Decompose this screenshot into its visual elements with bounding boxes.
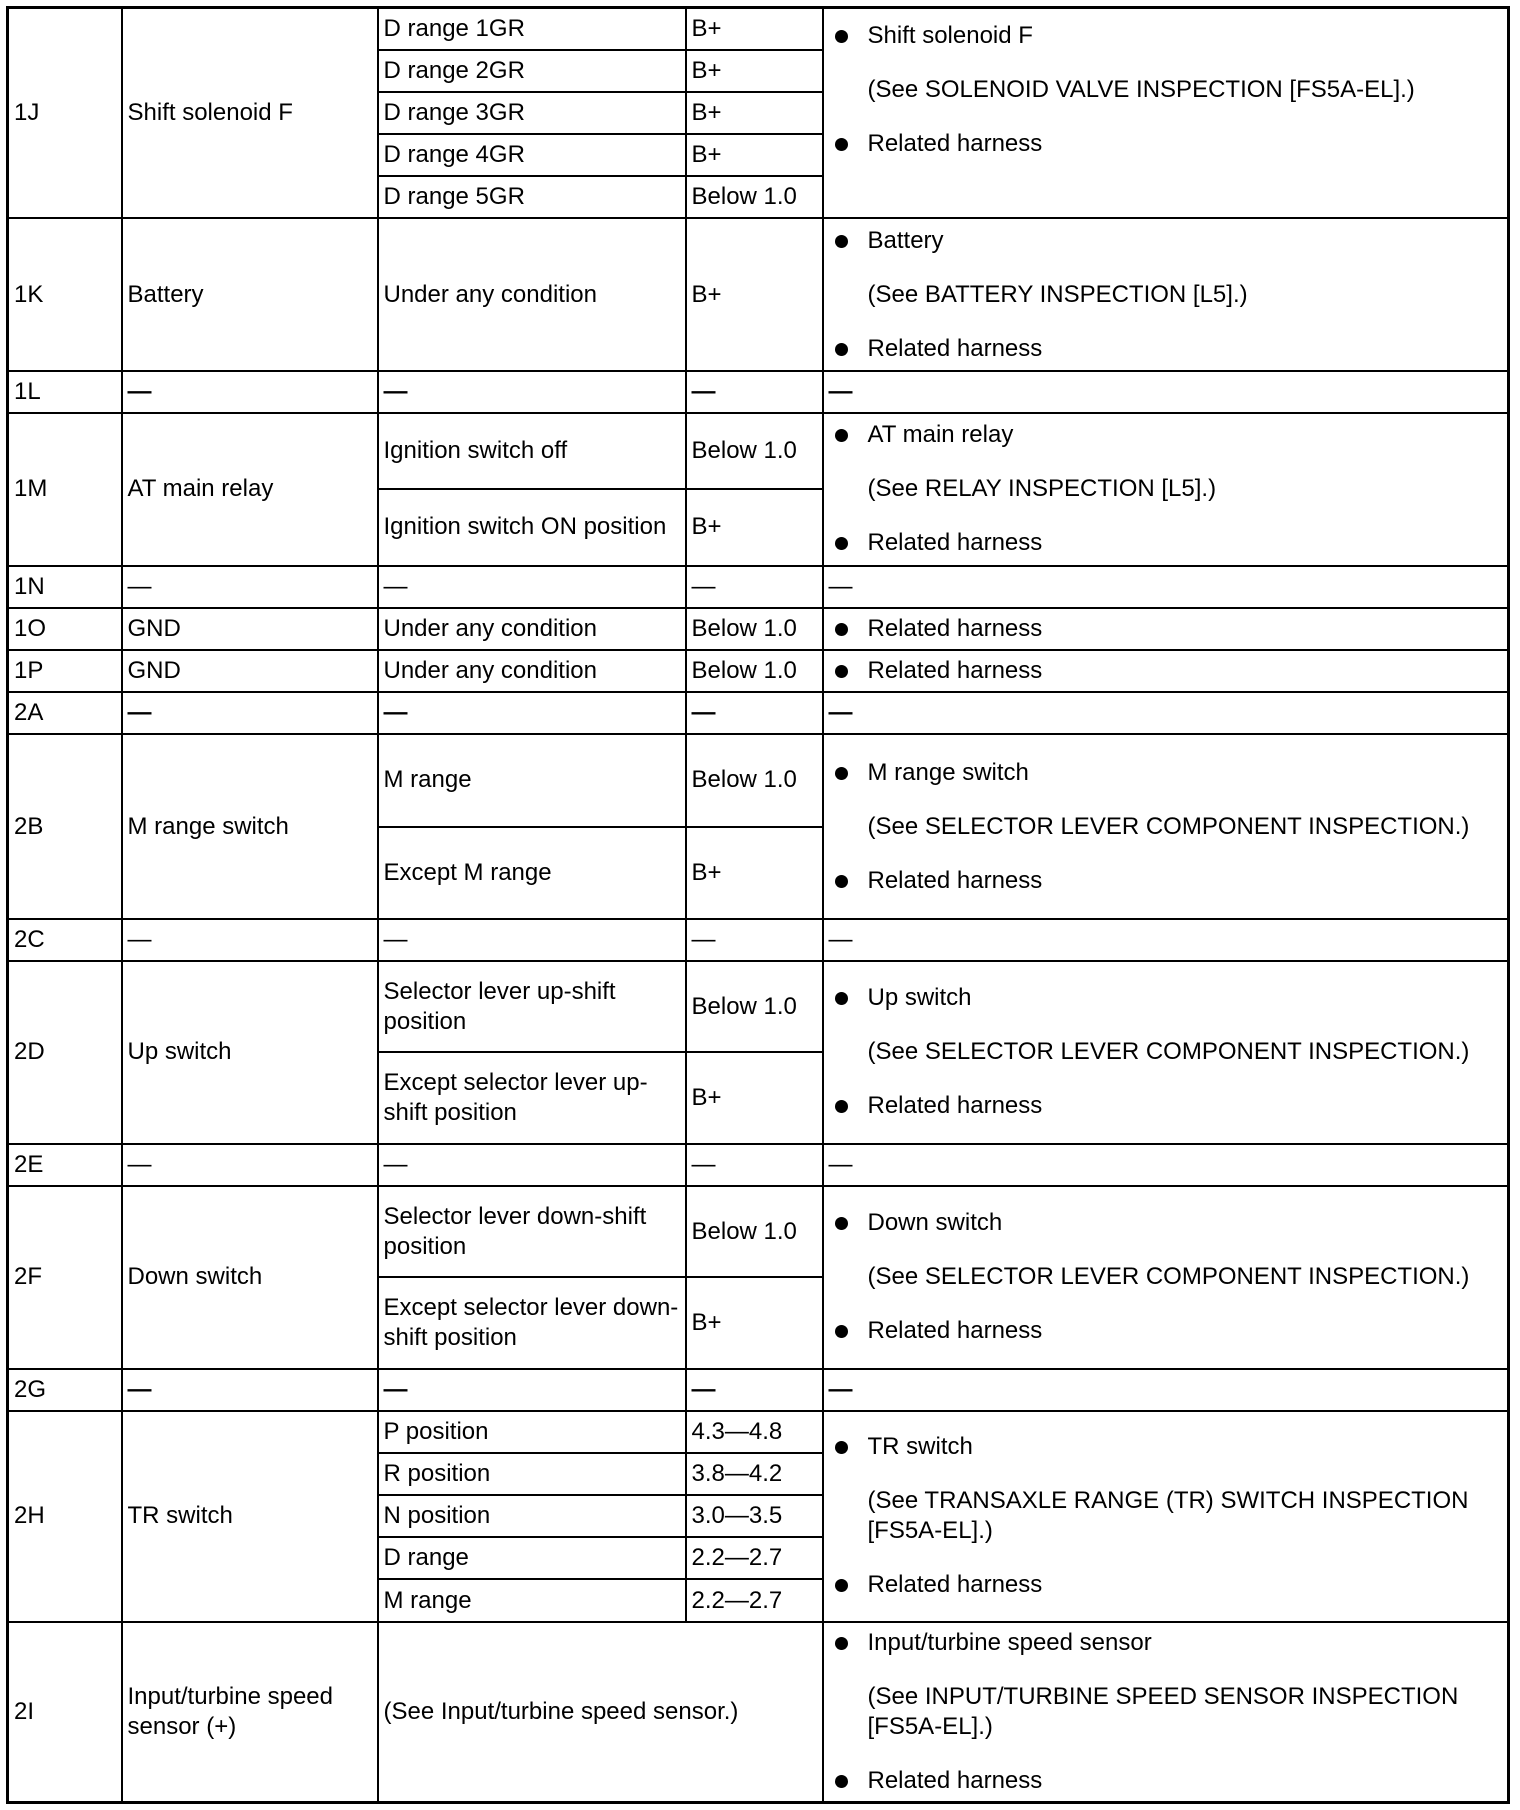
remarks-cell <box>823 608 1509 650</box>
terminal-cell: 1J <box>8 8 122 219</box>
empty-dash-cell: — <box>823 692 1509 734</box>
empty-dash-cell: — <box>122 1144 378 1186</box>
condition-cell: D range 1GR <box>378 8 686 50</box>
voltage-cell: Below 1.0 <box>686 734 823 826</box>
condition-cell: M range <box>378 734 686 826</box>
empty-dash-cell: — <box>823 1369 1509 1411</box>
table-row <box>8 608 1509 650</box>
table-row <box>8 1186 1509 1277</box>
remark-bullet-item: Related harness <box>868 334 1500 364</box>
voltage-cell: Below 1.0 <box>686 608 823 650</box>
table-row <box>8 1411 1509 1453</box>
table-row <box>8 1144 1509 1186</box>
terminal-cell: 1P <box>8 650 122 692</box>
voltage-cell: Below 1.0 <box>686 176 823 218</box>
remarks-cell <box>823 8 1509 219</box>
empty-dash-cell: — <box>686 1144 823 1186</box>
remarks-cell <box>823 961 1509 1144</box>
remark-reference: (See SOLENOID VALVE INSPECTION [FS5A-EL].) <box>867 76 1415 103</box>
remark-reference: (See BATTERY INSPECTION [L5].) <box>867 280 1248 308</box>
voltage-cell: B+ <box>686 50 823 92</box>
empty-dash-cell: — <box>823 919 1509 961</box>
condition-cell: Ignition switch off <box>378 413 686 489</box>
remark-bullet-item: Related harness <box>868 614 1500 644</box>
table-row <box>8 566 1509 608</box>
remark-reference: (See INPUT/TURBINE SPEED SENSOR INSPECTION [FS5A-EL].) <box>867 1682 1459 1740</box>
empty-dash-cell: — <box>686 919 823 961</box>
voltage-cell: 2.2—2.7 <box>686 1579 823 1621</box>
voltage-cell: B+ <box>686 218 823 371</box>
empty-dash-cell: — <box>686 566 823 608</box>
table-row <box>8 413 1509 489</box>
table-row <box>8 1622 1509 1803</box>
condition-cell: M range <box>378 1579 686 1621</box>
table-row <box>8 8 1509 50</box>
table-row <box>8 1369 1509 1411</box>
empty-dash-cell: — <box>378 919 686 961</box>
remark-bullet-item: M range switch <box>868 758 1500 788</box>
terminal-cell: 2F <box>8 1186 122 1369</box>
voltage-cell: 3.8—4.2 <box>686 1453 823 1495</box>
empty-dash-cell: — <box>378 566 686 608</box>
voltage-cell: Below 1.0 <box>686 1186 823 1277</box>
condition-cell: Selector lever up-shift position <box>378 961 686 1052</box>
remark-bullet-item: Down switch <box>868 1208 1500 1238</box>
condition-cell: Under any condition <box>378 650 686 692</box>
condition-cell: P position <box>378 1411 686 1453</box>
condition-cell: Under any condition <box>378 608 686 650</box>
condition-cell: Ignition switch ON position <box>378 489 686 565</box>
remarks-cell <box>823 734 1509 919</box>
empty-dash-cell: — <box>378 692 686 734</box>
empty-dash-cell: — <box>122 566 378 608</box>
empty-dash-cell: — <box>378 1144 686 1186</box>
table-row <box>8 218 1509 371</box>
connected-to-cell: GND <box>122 650 378 692</box>
remark-bullet-item: Shift solenoid F <box>868 21 1500 51</box>
terminal-cell: 1O <box>8 608 122 650</box>
table-row <box>8 692 1509 734</box>
remark-reference: (See SELECTOR LEVER COMPONENT INSPECTION.) <box>867 1263 1470 1291</box>
remark-reference: (See RELAY INSPECTION [L5].) <box>867 475 1217 503</box>
empty-dash-cell: — <box>686 371 823 413</box>
remarks-cell <box>823 1186 1509 1369</box>
terminal-cell: 2A <box>8 692 122 734</box>
condition-cell: D range <box>378 1537 686 1579</box>
terminal-cell: 2I <box>8 1622 122 1803</box>
table-row <box>8 734 1509 826</box>
empty-dash-cell: — <box>378 1369 686 1411</box>
terminal-cell: 1N <box>8 566 122 608</box>
empty-dash-cell: — <box>686 692 823 734</box>
empty-dash-cell: — <box>823 566 1509 608</box>
terminal-cell: 1M <box>8 413 122 566</box>
remark-bullet-item: Input/turbine speed sensor <box>868 1628 1500 1658</box>
remarks-cell <box>823 413 1509 566</box>
condition-cell: N position <box>378 1495 686 1537</box>
condition-cell: Except selector lever up-shift position <box>378 1052 686 1143</box>
connected-to-cell: Battery <box>122 218 378 371</box>
voltage-cell: B+ <box>686 827 823 919</box>
remark-bullet-item: Related harness <box>868 1766 1500 1796</box>
remark-reference: (See SELECTOR LEVER COMPONENT INSPECTION.) <box>867 812 1470 840</box>
voltage-cell: Below 1.0 <box>686 650 823 692</box>
voltage-cell: 4.3—4.8 <box>686 1411 823 1453</box>
remarks-cell <box>823 1411 1509 1622</box>
terminal-cell: 2C <box>8 919 122 961</box>
table-row <box>8 961 1509 1052</box>
terminal-cell: 2D <box>8 961 122 1144</box>
empty-dash-cell: — <box>823 371 1509 413</box>
condition-cell: Except selector lever down-shift position <box>378 1277 686 1368</box>
terminal-voltage-table-page <box>6 6 1507 1804</box>
voltage-cell: Below 1.0 <box>686 413 823 489</box>
connected-to-cell: TR switch <box>122 1411 378 1622</box>
remarks-cell <box>823 218 1509 371</box>
voltage-cell: B+ <box>686 1052 823 1143</box>
merged-condition-cell: (See Input/turbine speed sensor.) <box>378 1622 823 1803</box>
empty-dash-cell: — <box>122 371 378 413</box>
voltage-cell: 3.0—3.5 <box>686 1495 823 1537</box>
empty-dash-cell: — <box>823 1144 1509 1186</box>
connected-to-cell: GND <box>122 608 378 650</box>
remark-bullet-item: Related harness <box>868 1570 1500 1600</box>
table-row <box>8 919 1509 961</box>
voltage-cell: 2.2—2.7 <box>686 1537 823 1579</box>
remark-bullet-item: TR switch <box>868 1432 1500 1462</box>
connected-to-cell: Input/turbine speed sensor (+) <box>122 1622 378 1803</box>
condition-cell: Selector lever down-shift position <box>378 1186 686 1277</box>
remark-bullet-item: Related harness <box>868 866 1500 896</box>
table-row <box>8 371 1509 413</box>
empty-dash-cell: — <box>122 919 378 961</box>
remark-bullet-item: Related harness <box>868 1091 1500 1121</box>
voltage-cell: B+ <box>686 489 823 565</box>
remark-bullet-item: Up switch <box>868 983 1500 1013</box>
condition-cell: Under any condition <box>378 218 686 371</box>
condition-cell: D range 5GR <box>378 176 686 218</box>
remark-bullet-item: Battery <box>868 226 1500 256</box>
terminal-voltage-table <box>6 6 1510 1804</box>
remark-bullet-item: Related harness <box>868 1316 1500 1346</box>
connected-to-cell: AT main relay <box>122 413 378 566</box>
condition-cell: D range 4GR <box>378 134 686 176</box>
connected-to-cell: Down switch <box>122 1186 378 1369</box>
terminal-cell: 2H <box>8 1411 122 1622</box>
remarks-cell <box>823 650 1509 692</box>
voltage-cell: B+ <box>686 134 823 176</box>
terminal-cell: 2B <box>8 734 122 919</box>
empty-dash-cell: — <box>686 1369 823 1411</box>
connected-to-cell: Up switch <box>122 961 378 1144</box>
voltage-cell: B+ <box>686 92 823 134</box>
voltage-cell: B+ <box>686 1277 823 1368</box>
voltage-cell: Below 1.0 <box>686 961 823 1052</box>
remark-bullet-item: Related harness <box>868 656 1500 686</box>
remark-reference: (See SELECTOR LEVER COMPONENT INSPECTION.) <box>867 1038 1470 1066</box>
connected-to-cell: M range switch <box>122 734 378 919</box>
terminal-cell: 2E <box>8 1144 122 1186</box>
terminal-cell: 2G <box>8 1369 122 1411</box>
condition-cell: D range 2GR <box>378 50 686 92</box>
condition-cell: R position <box>378 1453 686 1495</box>
voltage-cell: B+ <box>686 8 823 50</box>
terminal-cell: 1K <box>8 218 122 371</box>
empty-dash-cell: — <box>378 371 686 413</box>
empty-dash-cell: — <box>122 1369 378 1411</box>
connected-to-cell: Shift solenoid F <box>122 8 378 219</box>
terminal-cell: 1L <box>8 371 122 413</box>
remarks-cell <box>823 1622 1509 1803</box>
remark-bullet-item: Related harness <box>868 528 1500 558</box>
condition-cell: D range 3GR <box>378 92 686 134</box>
remark-reference: (See TRANSAXLE RANGE (TR) SWITCH INSPECTION [FS5A-EL].) <box>867 1487 1469 1545</box>
remark-bullet-item: AT main relay <box>868 420 1500 450</box>
empty-dash-cell: — <box>122 692 378 734</box>
table-row <box>8 650 1509 692</box>
remark-bullet-item: Related harness <box>868 129 1500 159</box>
condition-cell: Except M range <box>378 827 686 919</box>
